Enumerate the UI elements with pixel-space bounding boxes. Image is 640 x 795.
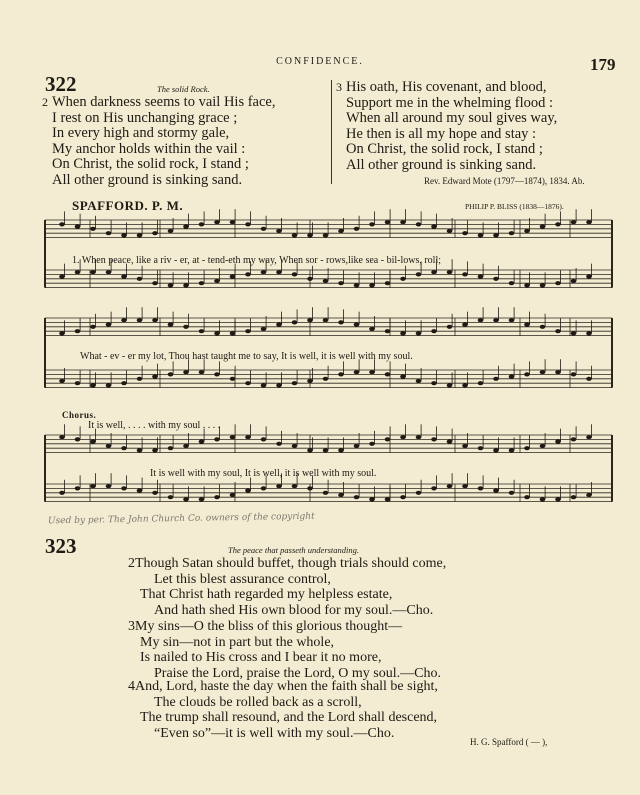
note-head bbox=[199, 222, 205, 226]
handwritten-note: Used by per. The John Church Co. owners of the copyright bbox=[47, 511, 315, 527]
note-head bbox=[354, 444, 360, 448]
note-head bbox=[524, 323, 530, 327]
note-head bbox=[199, 281, 205, 285]
hymn-322-subtitle: The solid Rock. bbox=[157, 84, 210, 94]
hymn-323-credit: H. G. Spafford ( — ), bbox=[470, 737, 548, 747]
note-head bbox=[400, 277, 406, 281]
note-head bbox=[571, 331, 577, 335]
note-head bbox=[292, 272, 298, 276]
note-head bbox=[555, 497, 561, 501]
note-head bbox=[478, 275, 484, 279]
note-head bbox=[183, 225, 189, 229]
running-title: CONFIDENCE. bbox=[276, 56, 364, 67]
note-head bbox=[493, 489, 499, 493]
note-head bbox=[183, 497, 189, 501]
note-head bbox=[462, 444, 468, 448]
note-head bbox=[586, 493, 592, 497]
note-head bbox=[431, 437, 437, 441]
stanza-323-4 bbox=[128, 679, 438, 741]
note-head bbox=[493, 318, 499, 322]
note-head bbox=[493, 277, 499, 281]
note-head bbox=[307, 448, 313, 452]
note-head bbox=[323, 491, 329, 495]
verse-line: Though Satan should buffet, though trials should come, bbox=[135, 556, 447, 571]
verse-line: When all around my soul gives way, bbox=[346, 110, 558, 126]
note-head bbox=[199, 329, 205, 333]
verse-line: And hath shed His own blood for my soul.—Cho. bbox=[154, 602, 434, 618]
note-head bbox=[447, 383, 453, 387]
note-head bbox=[369, 283, 375, 287]
note-head bbox=[571, 279, 577, 283]
note-head bbox=[416, 272, 422, 276]
note-head bbox=[276, 323, 282, 327]
note-head bbox=[137, 489, 143, 493]
note-head bbox=[214, 220, 220, 224]
note-head bbox=[478, 446, 484, 450]
note-head bbox=[416, 435, 422, 439]
note-head bbox=[323, 377, 329, 381]
composer: PHILIP P. BLISS (1838—1876). bbox=[465, 202, 564, 211]
note-head bbox=[307, 379, 313, 383]
verse-line: In every high and stormy gale, bbox=[52, 125, 230, 141]
note-head bbox=[90, 383, 96, 387]
note-head bbox=[59, 222, 65, 226]
note-head bbox=[106, 383, 112, 387]
verse-line: The clouds be rolled back as a scroll, bbox=[154, 694, 362, 710]
note-head bbox=[462, 383, 468, 387]
hymn-322-attribution: Rev. Edward Mote (1797—1874), 1834. Ab. bbox=[424, 176, 585, 186]
note-head bbox=[400, 220, 406, 224]
note-head bbox=[276, 484, 282, 488]
stanza-number: 2 bbox=[42, 95, 48, 109]
note-head bbox=[121, 233, 127, 237]
note-head bbox=[338, 281, 344, 285]
note-head bbox=[369, 442, 375, 446]
note-head bbox=[59, 435, 65, 439]
note-head bbox=[493, 233, 499, 237]
note-head bbox=[230, 331, 236, 335]
note-head bbox=[245, 489, 251, 493]
note-head bbox=[586, 220, 592, 224]
stanza-number: 2 bbox=[128, 556, 135, 571]
note-head bbox=[571, 220, 577, 224]
note-head bbox=[478, 318, 484, 322]
tune-name: SPAFFORD. P. M. bbox=[72, 198, 184, 213]
note-head bbox=[152, 448, 158, 452]
note-head bbox=[555, 329, 561, 333]
note-head bbox=[59, 275, 65, 279]
note-head bbox=[152, 281, 158, 285]
note-head bbox=[245, 329, 251, 333]
note-head bbox=[478, 381, 484, 385]
verse-line: “Even so”—it is well with my soul.—Cho. bbox=[154, 725, 395, 741]
note-head bbox=[400, 375, 406, 379]
note-head bbox=[447, 325, 453, 329]
note-head bbox=[447, 440, 453, 444]
note-head bbox=[90, 325, 96, 329]
note-head bbox=[586, 377, 592, 381]
note-head bbox=[75, 225, 81, 229]
stanza-number: 4 bbox=[128, 679, 135, 694]
note-head bbox=[385, 372, 391, 376]
note-head bbox=[106, 323, 112, 327]
note-head bbox=[385, 497, 391, 501]
note-head bbox=[431, 486, 437, 490]
note-head bbox=[385, 329, 391, 333]
note-head bbox=[369, 327, 375, 331]
verse-line: I rest on His unchanging grace ; bbox=[52, 109, 238, 126]
note-head bbox=[106, 444, 112, 448]
note-head bbox=[571, 437, 577, 441]
note-head bbox=[137, 377, 143, 381]
note-head bbox=[261, 270, 267, 274]
note-head bbox=[75, 270, 81, 274]
verse-line: His oath, His covenant, and blood, bbox=[346, 79, 547, 95]
note-head bbox=[137, 448, 143, 452]
note-head bbox=[509, 281, 515, 285]
note-head bbox=[431, 270, 437, 274]
note-head bbox=[385, 281, 391, 285]
note-head bbox=[137, 318, 143, 322]
verse-line: On Christ, the solid rock, I stand ; bbox=[52, 156, 249, 172]
note-head bbox=[354, 227, 360, 231]
note-head bbox=[230, 435, 236, 439]
note-head bbox=[540, 444, 546, 448]
hymn-number-322: 322 bbox=[45, 72, 77, 96]
note-head bbox=[400, 495, 406, 499]
note-head bbox=[214, 331, 220, 335]
verse-line: My sins—O the bliss of this glorious thought— bbox=[135, 619, 403, 634]
note-head bbox=[59, 491, 65, 495]
note-head bbox=[292, 381, 298, 385]
note-head bbox=[245, 272, 251, 276]
note-head bbox=[540, 325, 546, 329]
note-head bbox=[121, 486, 127, 490]
verse-line: Let this blest assurance control, bbox=[154, 571, 331, 587]
note-head bbox=[276, 270, 282, 274]
note-head bbox=[509, 375, 515, 379]
note-head bbox=[121, 446, 127, 450]
note-head bbox=[509, 318, 515, 322]
note-head bbox=[462, 484, 468, 488]
chorus-lyric-lower: It is well with my soul, It is well, it is well with my soul. bbox=[150, 468, 377, 479]
note-head bbox=[447, 270, 453, 274]
note-head bbox=[555, 281, 561, 285]
verse-line: When darkness seems to vail His face, bbox=[52, 94, 276, 110]
note-head bbox=[214, 372, 220, 376]
note-head bbox=[338, 372, 344, 376]
note-head bbox=[245, 435, 251, 439]
note-head bbox=[416, 379, 422, 383]
note-head bbox=[245, 381, 251, 385]
note-head bbox=[276, 383, 282, 387]
note-head bbox=[183, 444, 189, 448]
note-head bbox=[571, 372, 577, 376]
note-head bbox=[168, 372, 174, 376]
note-head bbox=[214, 495, 220, 499]
note-head bbox=[462, 231, 468, 235]
note-head bbox=[121, 318, 127, 322]
note-head bbox=[524, 283, 530, 287]
note-head bbox=[416, 491, 422, 495]
note-head bbox=[385, 220, 391, 224]
note-head bbox=[369, 222, 375, 226]
note-head bbox=[354, 283, 360, 287]
note-head bbox=[292, 444, 298, 448]
note-head bbox=[555, 222, 561, 226]
verse-line: And, Lord, haste the day when the faith shall be sight, bbox=[135, 679, 438, 694]
note-head bbox=[307, 486, 313, 490]
note-head bbox=[292, 484, 298, 488]
verse-line: That Christ hath regarded my helpless estate, bbox=[140, 587, 393, 603]
note-head bbox=[230, 493, 236, 497]
note-head bbox=[183, 370, 189, 374]
note-head bbox=[183, 283, 189, 287]
hymn-323-subtitle: The peace that passeth understanding. bbox=[228, 545, 360, 555]
note-head bbox=[416, 222, 422, 226]
note-head bbox=[509, 448, 515, 452]
note-head bbox=[59, 331, 65, 335]
note-head bbox=[524, 229, 530, 233]
verse-line: My sin—not in part but the whole, bbox=[140, 634, 335, 650]
note-head bbox=[168, 229, 174, 233]
note-head bbox=[338, 493, 344, 497]
note-head bbox=[586, 275, 592, 279]
verse-line: Praise the Lord, praise the Lord, O my soul.—Cho. bbox=[154, 665, 441, 681]
note-head bbox=[261, 383, 267, 387]
note-head bbox=[540, 283, 546, 287]
note-head bbox=[214, 279, 220, 283]
note-head bbox=[137, 277, 143, 281]
note-head bbox=[338, 229, 344, 233]
note-head bbox=[338, 448, 344, 452]
note-head bbox=[524, 495, 530, 499]
note-head bbox=[540, 370, 546, 374]
note-head bbox=[230, 377, 236, 381]
note-head bbox=[369, 497, 375, 501]
note-head bbox=[447, 484, 453, 488]
verse-line: My anchor holds within the vail : bbox=[52, 140, 246, 157]
note-head bbox=[261, 437, 267, 441]
note-head bbox=[90, 227, 96, 231]
note-head bbox=[493, 448, 499, 452]
note-head bbox=[400, 331, 406, 335]
note-head bbox=[214, 437, 220, 441]
note-head bbox=[307, 277, 313, 281]
verse-line: The trump shall resound, and the Lord shall descend, bbox=[140, 710, 438, 726]
note-head bbox=[431, 381, 437, 385]
note-head bbox=[462, 323, 468, 327]
note-head bbox=[199, 370, 205, 374]
note-head bbox=[59, 379, 65, 383]
note-head bbox=[338, 320, 344, 324]
note-head bbox=[354, 323, 360, 327]
note-head bbox=[400, 435, 406, 439]
note-head bbox=[555, 440, 561, 444]
note-head bbox=[261, 227, 267, 231]
note-head bbox=[586, 331, 592, 335]
note-head bbox=[323, 233, 329, 237]
note-head bbox=[106, 270, 112, 274]
note-head bbox=[75, 486, 81, 490]
verse-line: All other ground is sinking sand. bbox=[52, 171, 243, 188]
note-head bbox=[168, 283, 174, 287]
stanza-323-2 bbox=[128, 556, 446, 618]
note-head bbox=[121, 381, 127, 385]
note-head bbox=[431, 329, 437, 333]
chorus-label: Chorus. bbox=[62, 410, 97, 420]
chorus-lyric-upper: It is well, . . . . with my soul . . . . bbox=[88, 420, 221, 431]
note-head bbox=[152, 231, 158, 235]
verse-line: Is nailed to His cross and I bear it no more, bbox=[140, 650, 382, 666]
note-head bbox=[555, 370, 561, 374]
note-head bbox=[90, 440, 96, 444]
note-head bbox=[292, 320, 298, 324]
note-head bbox=[431, 225, 437, 229]
note-head bbox=[261, 327, 267, 331]
note-head bbox=[230, 275, 236, 279]
note-head bbox=[462, 272, 468, 276]
note-head bbox=[199, 497, 205, 501]
stanza-number: 3 bbox=[336, 80, 342, 94]
note-head bbox=[447, 229, 453, 233]
note-head bbox=[369, 370, 375, 374]
note-head bbox=[75, 329, 81, 333]
note-head bbox=[152, 491, 158, 495]
stanza-number: 3 bbox=[128, 619, 135, 634]
page-number: 179 bbox=[590, 55, 616, 74]
note-head bbox=[168, 446, 174, 450]
note-head bbox=[307, 318, 313, 322]
stanza-323-3 bbox=[128, 619, 441, 681]
note-head bbox=[90, 484, 96, 488]
note-head bbox=[524, 446, 530, 450]
note-head bbox=[199, 440, 205, 444]
note-head bbox=[571, 495, 577, 499]
note-head bbox=[385, 437, 391, 441]
note-head bbox=[168, 323, 174, 327]
note-head bbox=[354, 495, 360, 499]
note-head bbox=[354, 370, 360, 374]
note-head bbox=[152, 375, 158, 379]
lyric-line-2: What - ev - er my lot, Thou hast taught me to say, It is well, it is well with my soul. bbox=[80, 351, 413, 362]
verse-line: On Christ, the solid rock, I stand ; bbox=[346, 141, 543, 157]
note-head bbox=[509, 231, 515, 235]
note-head bbox=[540, 225, 546, 229]
note-head bbox=[323, 279, 329, 283]
note-head bbox=[292, 233, 298, 237]
lyric-line-1: 1. When peace, like a riv - er, at - tend-eth my way, When sor - rows,like sea - bil-lows, roll; bbox=[72, 255, 442, 266]
note-head bbox=[75, 381, 81, 385]
note-head bbox=[307, 233, 313, 237]
note-head bbox=[183, 325, 189, 329]
note-head bbox=[509, 491, 515, 495]
note-head bbox=[230, 220, 236, 224]
note-head bbox=[90, 270, 96, 274]
note-head bbox=[416, 331, 422, 335]
note-head bbox=[245, 222, 251, 226]
note-head bbox=[323, 318, 329, 322]
note-head bbox=[276, 229, 282, 233]
note-head bbox=[106, 484, 112, 488]
note-head bbox=[478, 486, 484, 490]
note-head bbox=[493, 377, 499, 381]
note-head bbox=[137, 233, 143, 237]
note-head bbox=[121, 275, 127, 279]
note-head bbox=[586, 435, 592, 439]
note-head bbox=[478, 233, 484, 237]
hymn-number-323: 323 bbox=[45, 534, 77, 558]
note-head bbox=[276, 442, 282, 446]
note-head bbox=[524, 372, 530, 376]
verse-line: Support me in the whelming flood : bbox=[346, 94, 554, 111]
note-head bbox=[152, 318, 158, 322]
note-head bbox=[261, 486, 267, 490]
verse-line: All other ground is sinking sand. bbox=[346, 156, 537, 173]
note-head bbox=[106, 231, 112, 235]
note-head bbox=[168, 495, 174, 499]
note-head bbox=[75, 437, 81, 441]
note-head bbox=[323, 448, 329, 452]
verse-line: He then is all my hope and stay : bbox=[346, 125, 537, 142]
note-head bbox=[540, 497, 546, 501]
